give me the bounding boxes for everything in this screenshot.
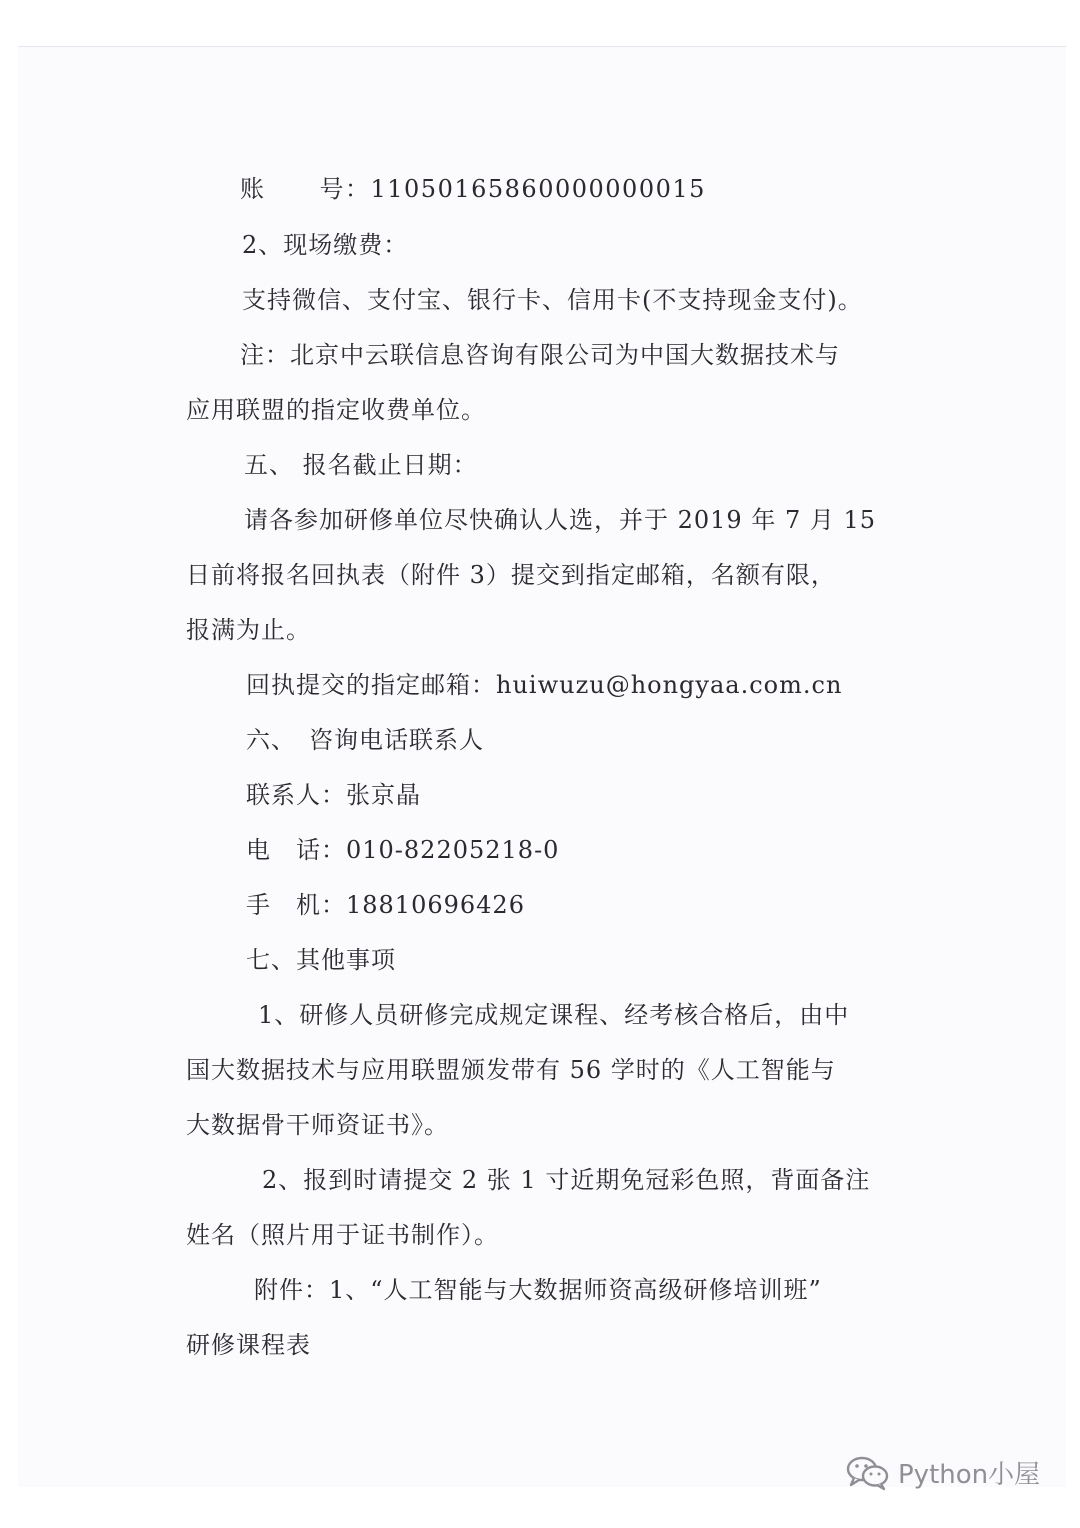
contact-mobile: 手 机：18810696426 <box>246 891 525 919</box>
watermark-text: Python小屋 <box>898 1460 1041 1490</box>
deadline-paragraph-line-2: 日前将报名回执表（附件 3）提交到指定邮箱，名额有限， <box>186 561 836 589</box>
matter-2-line-1: 2、报到时请提交 2 张 1 寸近期免冠彩色照，背面备注 <box>262 1166 871 1194</box>
deadline-paragraph-line-3: 报满为止。 <box>186 616 311 644</box>
document-page <box>18 46 1066 1487</box>
matter-1-line-2: 国大数据技术与应用联盟颁发带有 56 学时的《人工智能与 <box>186 1056 836 1084</box>
attachment-line-1: 附件：1、“人工智能与大数据师资高级研修培训班” <box>254 1276 822 1304</box>
watermark <box>846 1454 1040 1491</box>
contact-heading: 六、 咨询电话联系人 <box>246 726 484 754</box>
wechat-icon <box>846 1455 890 1491</box>
contact-phone: 电 话：010-82205218-0 <box>246 836 560 864</box>
onsite-payment-heading: 2、现场缴费： <box>242 231 409 259</box>
contact-person: 联系人：张京晶 <box>246 781 421 809</box>
note-line-2: 应用联盟的指定收费单位。 <box>186 396 486 424</box>
other-matters-heading: 七、其他事项 <box>246 946 396 974</box>
matter-1-line-3: 大数据骨干师资证书》。 <box>186 1111 449 1139</box>
payment-methods: 支持微信、支付宝、银行卡、信用卡(不支持现金支付)。 <box>242 286 863 314</box>
attachment-line-2: 研修课程表 <box>186 1331 311 1359</box>
account-line <box>240 173 706 205</box>
account-label-1: 账 <box>240 175 266 203</box>
matter-1-line-1: 1、研修人员研修完成规定课程、经考核合格后，由中 <box>258 1001 850 1029</box>
matter-2-line-2: 姓名（照片用于证书制作）。 <box>186 1221 499 1249</box>
account-number: 11050165860000000015 <box>370 175 706 203</box>
note-line-1: 注：北京中云联信息咨询有限公司为中国大数据技术与 <box>240 341 840 369</box>
receipt-email: 回执提交的指定邮箱：huiwuzu@hongyaa.com.cn <box>246 671 843 699</box>
deadline-paragraph-line-1: 请各参加研修单位尽快确认人选，并于 2019 年 7 月 15 <box>244 506 877 534</box>
deadline-heading: 五、 报名截止日期： <box>244 451 478 479</box>
account-label-2: 号： <box>319 175 371 203</box>
